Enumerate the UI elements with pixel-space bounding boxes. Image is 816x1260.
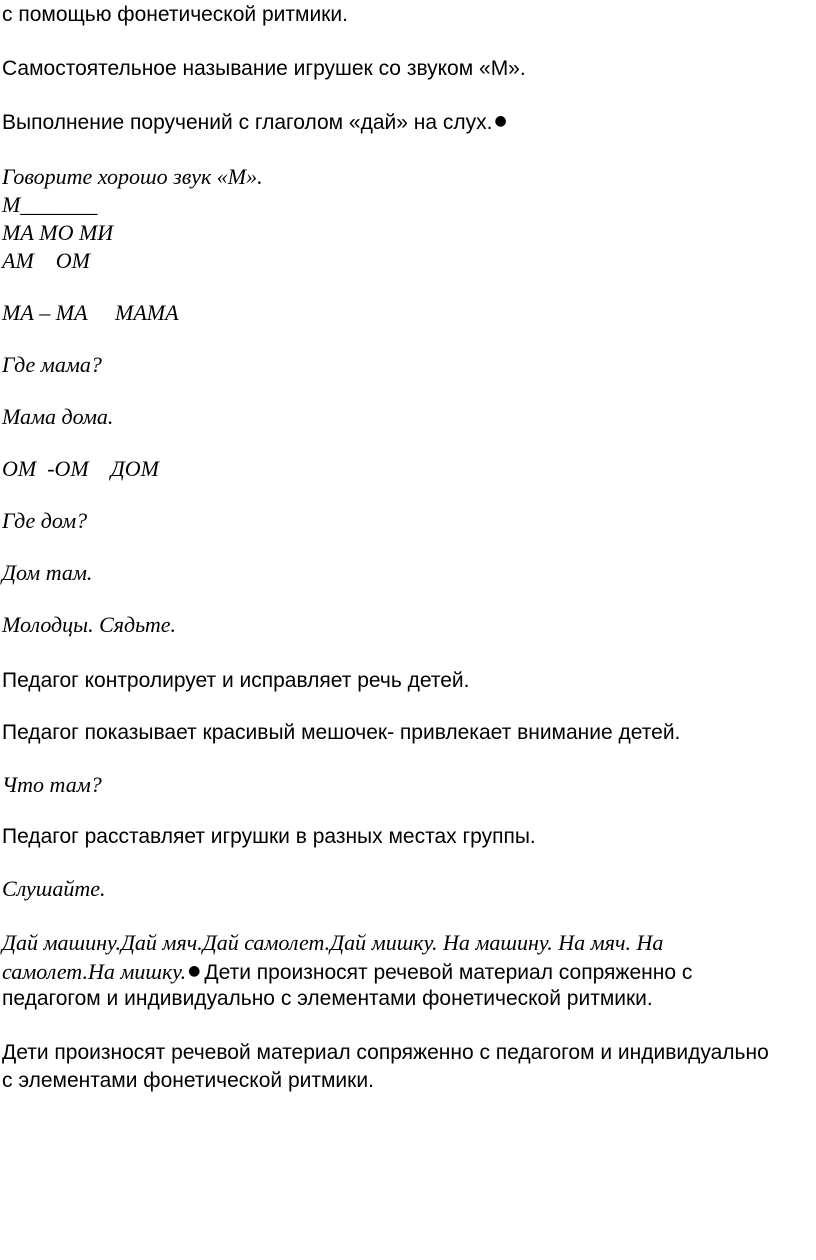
paragraph-teacher-controls: Педагог контролирует и исправляет речь детей. <box>2 669 470 692</box>
paragraph-children-repeat-2-end: с элементами фонетической ритмики. <box>2 1069 374 1092</box>
paragraph-naming-toys: Самостоятельное называние игрушек со звуком «М». <box>2 57 526 80</box>
speech-line-say-sound-m: Говорите хорошо звук «М». <box>2 164 263 189</box>
bullet-icon: ● <box>188 963 201 979</box>
speech-line-m: М_______ <box>2 192 98 217</box>
speech-line-syllables-am-om: АМ ОМ <box>2 248 90 273</box>
speech-line-give-commands: Дай машину.Дай мяч.Дай самолет.Дай мишку. На машину. На мяч. На <box>2 930 664 955</box>
paragraph-children-repeat-start: Дети произносят речевой материал сопряженно с <box>204 961 693 984</box>
bullet-icon: ● <box>494 113 507 129</box>
paragraph-teacher-shows-bag: Педагог показывает красивый мешочек- привлекает внимание детей. <box>2 721 681 744</box>
speech-line-house-there: Дом там. <box>2 560 93 585</box>
speech-line-well-done: Молодцы. Сядьте. <box>2 612 176 637</box>
speech-line-what-there: Что там? <box>2 772 102 797</box>
paragraph-children-repeat-2: Дети произносят речевой материал сопряженно с педагогом и индивидуально <box>2 1041 769 1064</box>
speech-line-give-commands-end: самолет.На мишку. <box>2 959 187 984</box>
paragraph-mixed-line <box>2 959 692 987</box>
paragraph-phonetic-rhythm: с помощью фонетической ритмики. <box>2 3 348 26</box>
speech-line-mama-home: Мама дома. <box>2 404 114 429</box>
paragraph-give-commands <box>2 109 507 135</box>
speech-line-syllables-ma-mo-mi: МА МО МИ <box>2 220 114 245</box>
paragraph-teacher-arranges-toys: Педагог расставляет игрушки в разных местах группы. <box>2 825 536 848</box>
speech-line-where-house: Где дом? <box>2 508 88 533</box>
speech-line-listen: Слушайте. <box>2 876 106 901</box>
speech-line-mama: МА – МА МАМА <box>2 300 179 325</box>
speech-line-where-mama: Где мама? <box>2 352 102 377</box>
paragraph-give-commands-text: Выполнение поручений с глаголом «дай» на слух. <box>2 111 493 134</box>
paragraph-children-repeat-end: педагогом и индивидуально с элементами фонетической ритмики. <box>2 987 653 1010</box>
speech-line-dom: ОМ -ОМ ДОМ <box>2 456 159 481</box>
